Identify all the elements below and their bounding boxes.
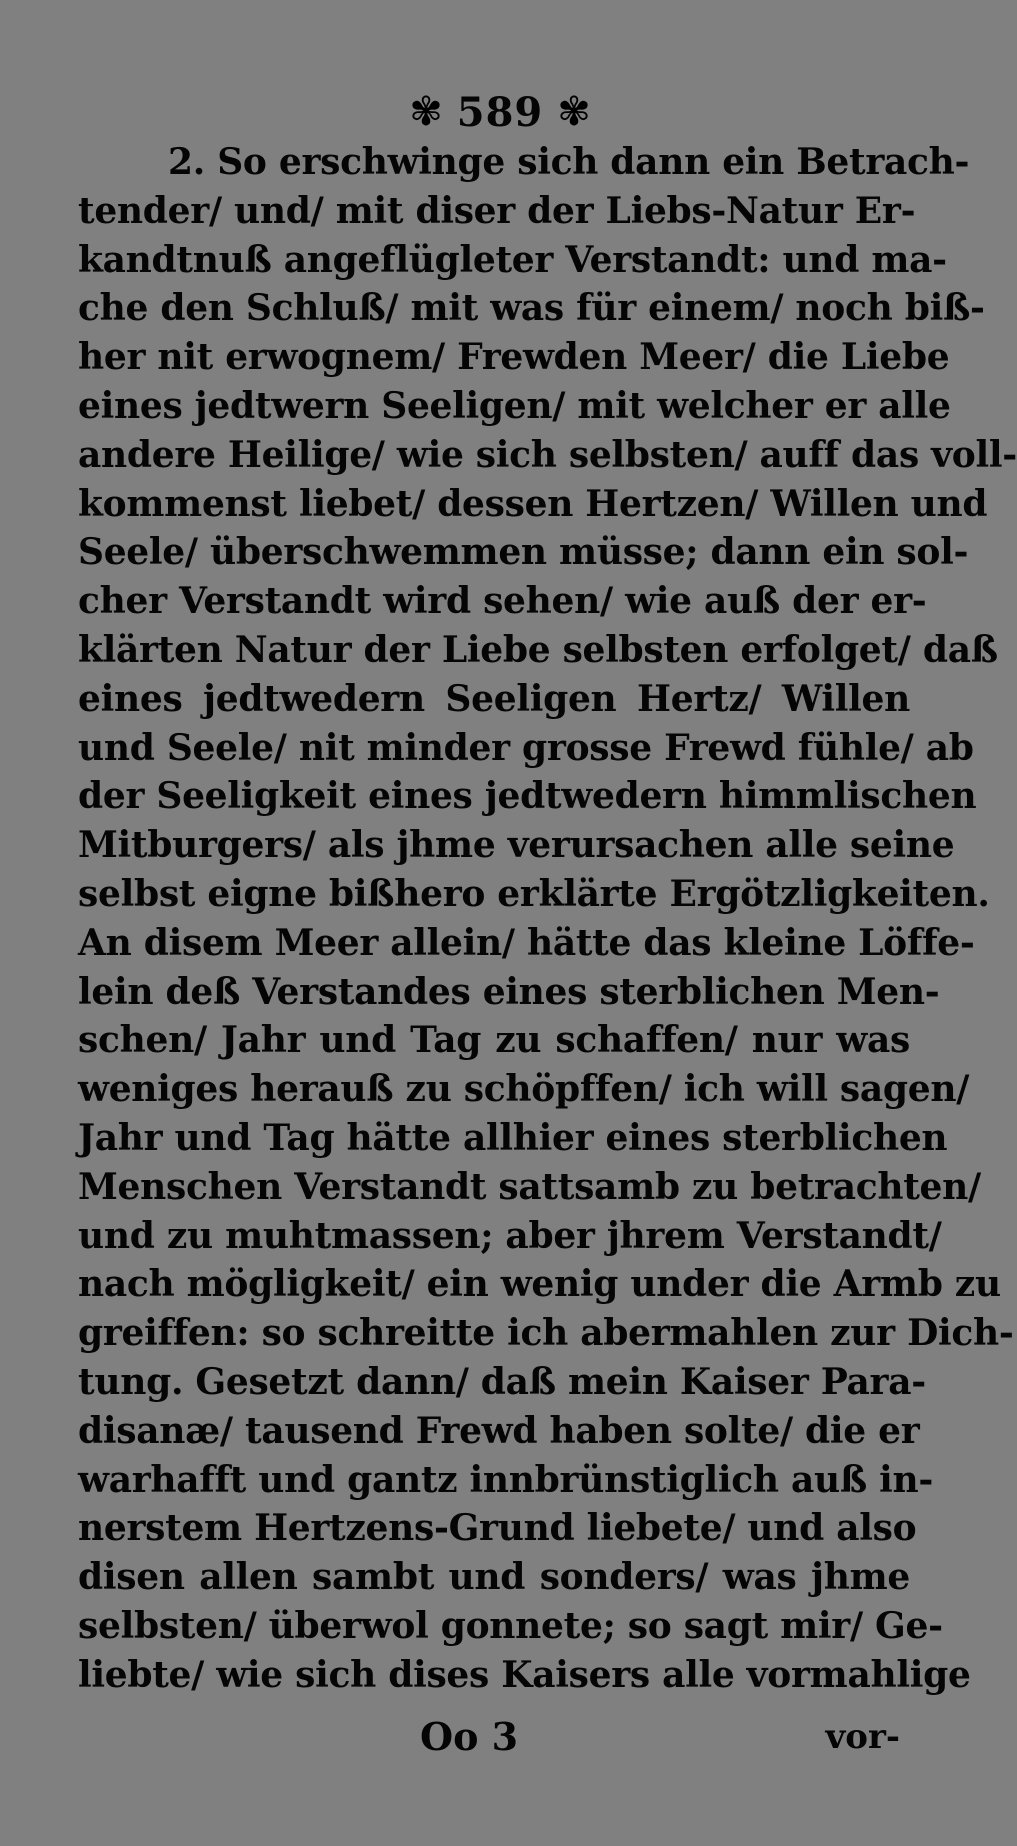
catchword: vor- bbox=[825, 1717, 900, 1757]
signature-mark: Oo 3 bbox=[420, 1714, 519, 1759]
page-footer bbox=[0, 1712, 1000, 1762]
text-line: warhafft und gantz innbrünstiglich auß in- bbox=[78, 1458, 934, 1501]
text-line: cher Verstandt wird sehen/ wie auß der er- bbox=[78, 580, 927, 623]
page-header bbox=[0, 88, 1000, 136]
text-line: Jahr und Tag hätte allhier eines sterblichen bbox=[78, 1116, 948, 1159]
text-line: selbst eigne bißhero erklärte Ergötzligkeiten. bbox=[78, 872, 990, 915]
text-line: und Seele/ nit minder grosse Frewd fühle/ ab bbox=[78, 726, 974, 769]
text-line: der Seeligkeit eines jedtwedern himmlischen bbox=[78, 775, 977, 818]
text-line: schen/ Jahr und Tag zu schaffen/ nur was bbox=[78, 1019, 910, 1062]
text-line: nach mögligkeit/ ein wenig under die Armb zu bbox=[78, 1263, 1001, 1306]
text-line: selbsten/ überwol gonnete; so sagt mir/ Ge- bbox=[78, 1604, 943, 1647]
text-line: disen allen sambt und sonders/ was jhme bbox=[78, 1556, 910, 1599]
text-line: che den Schluß/ mit was für einem/ noch biß- bbox=[78, 287, 985, 330]
text-line: und zu muhtmassen; aber jhrem Verstandt/ bbox=[78, 1214, 942, 1257]
text-line: Seele/ überschwemmen müsse; dann ein sol- bbox=[78, 531, 969, 574]
text-line: andere Heilige/ wie sich selbsten/ auff das voll- bbox=[78, 433, 1017, 476]
text-line: eines jedtwern Seeligen/ mit welcher er alle bbox=[78, 384, 951, 427]
text-line: weniges herauß zu schöpffen/ ich will sagen/ bbox=[78, 1068, 970, 1111]
text-line: eines jedtwedern Seeligen Hertz/ Willen bbox=[78, 677, 910, 720]
text-line: An disem Meer allein/ hätte das kleine Löffe- bbox=[78, 921, 975, 964]
text-line: tender/ und/ mit diser der Liebs-Natur Er- bbox=[78, 189, 916, 232]
text-line: her nit erwognem/ Frewden Meer/ die Liebe bbox=[78, 336, 950, 379]
text-line: liebte/ wie sich dises Kaisers alle vormahlige bbox=[78, 1653, 971, 1696]
page-number: 589 bbox=[456, 88, 544, 136]
flower-ornament-icon: ✾ bbox=[557, 89, 591, 135]
text-line: 2. So erschwinge sich dann ein Betrach- bbox=[168, 141, 970, 183]
text-line: Mitburgers/ als jhme verursachen alle seine bbox=[78, 824, 955, 867]
text-line: greiffen: so schreitte ich abermahlen zur Dich- bbox=[78, 1312, 1014, 1355]
flower-ornament-icon: ✾ bbox=[409, 89, 443, 135]
text-line: nerstem Hertzens-Grund liebete/ und also bbox=[78, 1507, 917, 1550]
text-line: klärten Natur der Liebe selbsten erfolget/ daß bbox=[78, 628, 998, 671]
text-line: kommenst liebet/ dessen Hertzen/ Willen und bbox=[78, 482, 988, 525]
text-line: lein deß Verstandes eines sterblichen Men- bbox=[78, 970, 940, 1013]
text-line: tung. Gesetzt dann/ daß mein Kaiser Para- bbox=[78, 1360, 926, 1403]
body-text bbox=[78, 138, 1017, 1700]
text-line: kandtnuß angeflügleter Verstandt: und ma- bbox=[78, 238, 947, 281]
text-line: disanæ/ tausend Frewd haben solte/ die er bbox=[78, 1409, 920, 1452]
text-line: Menschen Verstandt sattsamb zu betrachten/ bbox=[78, 1165, 981, 1208]
